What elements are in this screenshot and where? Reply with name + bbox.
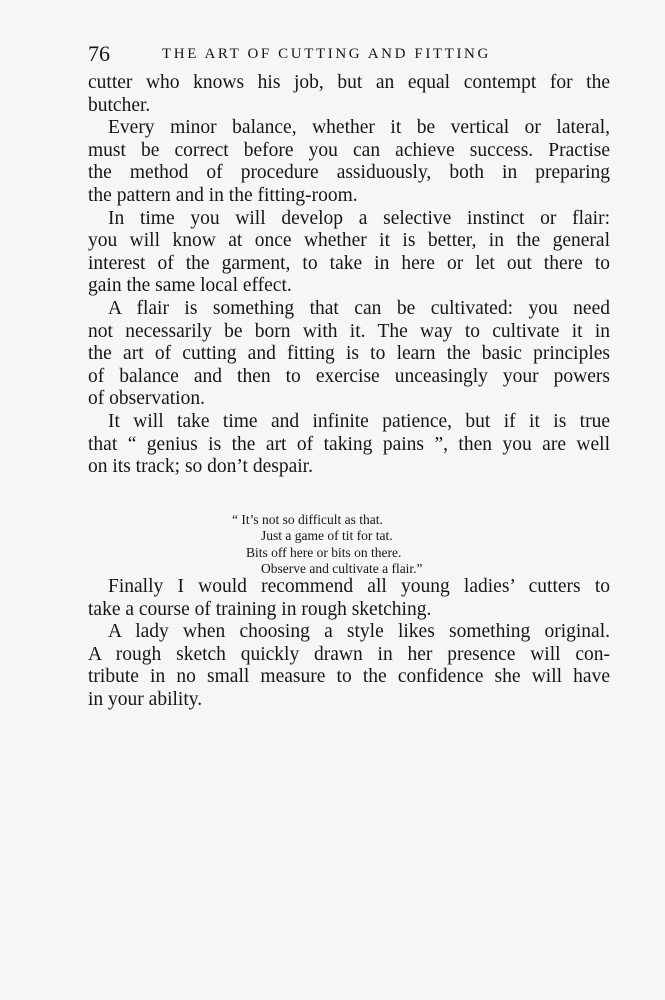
body-text	[88, 72, 610, 479]
text-line: A lady when choosing a style likes something original.	[108, 621, 610, 643]
text-line: must be correct before you can achieve success. Practise	[88, 139, 610, 161]
verse-line: Just a game of tit for tat.	[261, 528, 393, 544]
text-line: not necessarily be born with it. The way to cultivate it in	[88, 320, 610, 342]
text-line: cutter who knows his job, but an equal contempt for the	[88, 72, 610, 93]
verse-quotation	[232, 512, 423, 578]
page-number: 76	[88, 41, 110, 66]
text-line: tribute in no small measure to the confidence she will have	[88, 666, 610, 688]
text-line: you will know at once whether it is better, in the general	[88, 230, 610, 252]
text-line: the pattern and in the fitting-room.	[88, 184, 358, 206]
paragraph	[88, 576, 610, 621]
verse-line: Bits off here or bits on there.	[246, 544, 402, 560]
paragraph	[88, 298, 610, 411]
text-line: It will take time and infinite patience, but if it is true	[108, 410, 610, 432]
text-line: on its track; so don’t despair.	[88, 456, 313, 478]
text-line: take a course of training in rough sketching.	[88, 598, 432, 620]
text-line: In time you will develop a selective instinct or flair:	[108, 207, 610, 229]
text-line: Every minor balance, whether it be vertical or lateral,	[108, 117, 610, 139]
paragraph	[88, 117, 610, 207]
text-line: A flair is something that can be cultivated: you need	[108, 297, 610, 319]
verse-line: “ It’s not so difficult as that.	[232, 512, 383, 527]
paragraph	[88, 411, 610, 479]
text-line: the method of procedure assiduously, both in preparing	[88, 162, 610, 184]
text-line: of balance and then to exercise unceasingly your powers	[88, 365, 610, 387]
paragraph	[88, 208, 610, 298]
text-line: gain the same local effect.	[88, 275, 292, 297]
text-line: of observation.	[88, 388, 205, 410]
text-line: the art of cutting and fitting is to learn the basic principles	[88, 343, 610, 365]
text-line: Finally I would recommend all young ladies’ cutters to	[108, 576, 610, 597]
text-line: interest of the garment, to take in here or let out there to	[88, 252, 610, 274]
text-line: in your ability.	[88, 688, 203, 710]
running-head	[88, 40, 610, 68]
text-line: butcher.	[88, 94, 151, 116]
body-text-continued	[88, 576, 610, 712]
text-line: that “ genius is the art of taking pains ”, then you are well	[88, 433, 610, 455]
running-title: THE ART OF CUTTING AND FITTING	[162, 46, 491, 62]
text-line: A rough sketch quickly drawn in her presence will con-	[88, 643, 610, 665]
paragraph	[88, 72, 610, 117]
verse-line: Observe and cultivate a flair.”	[261, 561, 423, 577]
paragraph	[88, 621, 610, 711]
